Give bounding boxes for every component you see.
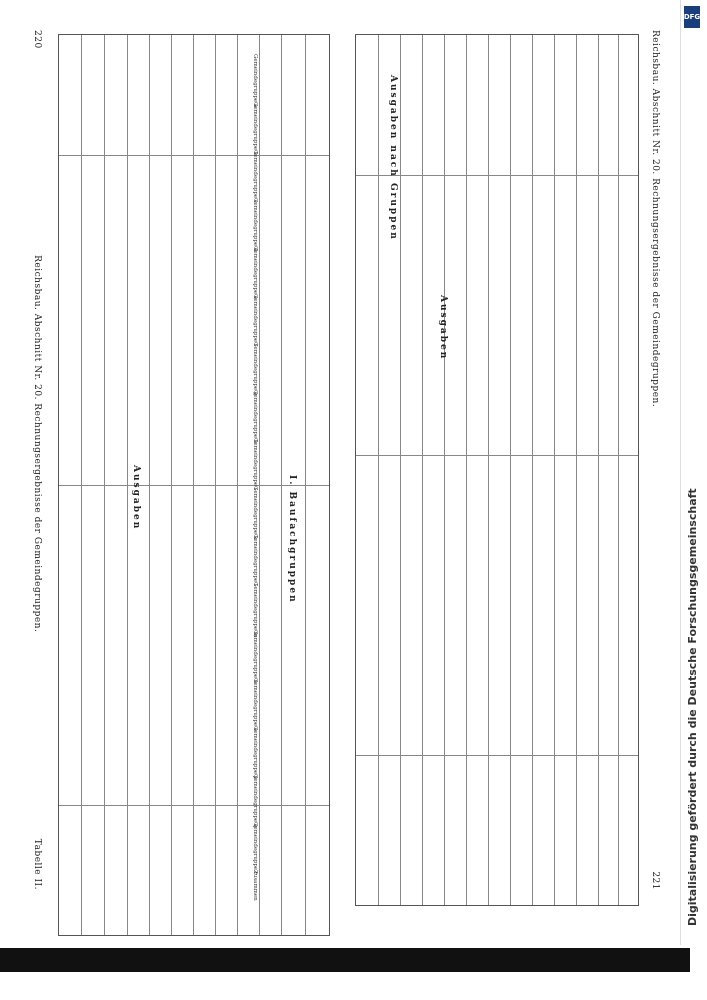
table-row-label: Gemeindegruppe r bbox=[252, 822, 258, 875]
dfg-logo: DFG bbox=[684, 6, 700, 28]
table-row-label: Gemeindegruppe e bbox=[252, 246, 258, 300]
table-row-label: Gemeindegruppe m bbox=[252, 582, 258, 638]
table-row-label: Gemeindegruppe f bbox=[252, 294, 258, 346]
left-table bbox=[58, 34, 330, 936]
table-row-label: Gemeindegruppe k bbox=[252, 486, 258, 540]
table-row-label: Zusammen bbox=[252, 870, 258, 901]
table-row-label: Gemeindegruppe o bbox=[252, 678, 258, 732]
left-page-number: 220 bbox=[32, 30, 42, 49]
table-row-label: Gemeindegruppe d bbox=[252, 198, 258, 252]
table-row-label: Gemeindegruppe a bbox=[252, 54, 258, 108]
right-section-title: Ausgaben bbox=[438, 295, 448, 361]
table-row-label: Gemeindegruppe b bbox=[252, 102, 258, 156]
right-running-title: Reichsbau. Abschnitt Nr. 20. Rechnungsergebnisse der Gemeindegruppen. bbox=[650, 30, 660, 408]
table-row-label: Gemeindegruppe n bbox=[252, 630, 258, 684]
left-section-title: Ausgaben bbox=[131, 465, 141, 531]
watermark-strip bbox=[682, 6, 702, 936]
table-row-label: Gemeindegruppe l bbox=[252, 534, 258, 586]
table-row-label: Gemeindegruppe c bbox=[252, 150, 258, 204]
watermark-text: Digitalisierung gefördert durch die Deutsche Forschungsgemeinschaft bbox=[686, 488, 699, 926]
table-row-label: Gemeindegruppe h bbox=[252, 390, 258, 444]
right-page-number: 221 bbox=[650, 871, 660, 890]
table-row-label: Gemeindegruppe i bbox=[252, 438, 258, 490]
table-row-label: Gemeindegruppe q bbox=[252, 774, 258, 828]
left-table-label: Tabelle II. bbox=[32, 838, 42, 890]
left-part-title: I. Baufachgruppen bbox=[287, 475, 297, 604]
table-row-label: Gemeindegruppe g bbox=[252, 342, 258, 396]
table-row-label: Gemeindegruppe p bbox=[252, 726, 258, 780]
scan-bottom-bar bbox=[0, 948, 690, 972]
right-table bbox=[355, 34, 639, 906]
left-running-title: Reichsbau. Abschnitt Nr. 20. Rechnungsergebnisse der Gemeindegruppen. bbox=[32, 255, 42, 633]
right-page-header bbox=[640, 30, 660, 910]
right-part-title: Ausgaben nach Gruppen bbox=[388, 75, 398, 241]
left-page-header bbox=[22, 30, 42, 910]
left-row-label-column bbox=[228, 34, 268, 934]
